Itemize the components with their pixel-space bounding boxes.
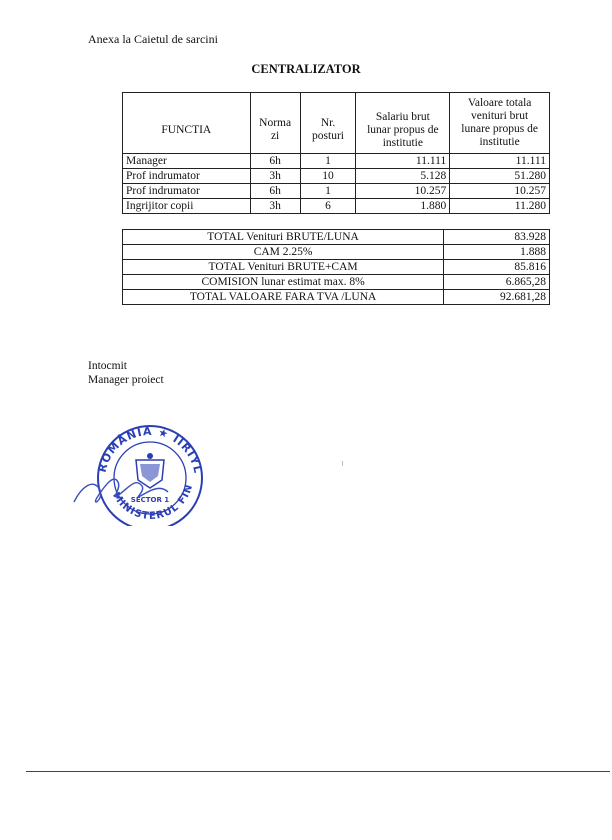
cell-salariu: 5.128 — [356, 169, 450, 184]
stamp-center-text: SECTOR 1 — [130, 496, 170, 504]
header-salariu-line2: lunar propus de — [367, 123, 439, 136]
totals-row — [123, 230, 550, 245]
table-row — [123, 184, 550, 199]
manager-role-label: Manager proiect — [88, 374, 164, 386]
header-norma-line2: zi — [270, 130, 280, 142]
header-norma-line1: Norma — [259, 117, 292, 129]
cell-salariu: 1.880 — [356, 199, 450, 214]
annex-label: Anexa la Caietul de sarcini — [88, 32, 218, 46]
totals-value: 1.888 — [444, 245, 550, 260]
cell-norma: 6h — [250, 184, 300, 199]
totals-table — [122, 229, 550, 305]
prepared-by-label: Intocmit — [88, 360, 127, 372]
header-posturi — [300, 93, 356, 154]
cell-posturi: 1 — [300, 154, 356, 169]
header-posturi-line1: Nr. — [320, 117, 336, 129]
cell-functia: Manager — [123, 154, 251, 169]
header-salariu — [356, 93, 450, 154]
totals-label: TOTAL VALOARE FARA TVA /LUNA — [123, 290, 444, 305]
cell-norma: 6h — [250, 154, 300, 169]
cell-valoare: 11.280 — [450, 199, 550, 214]
cell-norma: 3h — [250, 199, 300, 214]
totals-row — [123, 275, 550, 290]
totals-row — [123, 290, 550, 305]
cell-valoare: 10.257 — [450, 184, 550, 199]
cell-valoare: 51.280 — [450, 169, 550, 184]
totals-value: 92.681,28 — [444, 290, 550, 305]
header-salariu-line3: institutie — [382, 136, 423, 149]
totals-row — [123, 260, 550, 275]
totals-label: CAM 2.25% — [123, 245, 444, 260]
cell-salariu: 11.111 — [356, 154, 450, 169]
stamp-bottom-text: MINISTERUL FIN — [110, 482, 196, 523]
header-valoare-line4: institutie — [479, 136, 520, 148]
header-functia-text: FUNCTIA — [161, 123, 212, 136]
totals-value: 83.928 — [444, 230, 550, 245]
table-row — [123, 199, 550, 214]
cell-valoare: 11.111 — [450, 154, 550, 169]
totals-label: COMISION lunar estimat max. 8% — [123, 275, 444, 290]
positions-table — [122, 92, 550, 214]
cell-functia: Prof indrumator — [123, 169, 251, 184]
totals-label: TOTAL Venituri BRUTE/LUNA — [123, 230, 444, 245]
cell-functia: Ingrijitor copii — [123, 199, 251, 214]
header-functia — [123, 93, 251, 154]
header-valoare-line1: Valoare totala — [467, 97, 532, 109]
cell-norma: 3h — [250, 169, 300, 184]
header-posturi-line2: posturi — [312, 130, 344, 142]
totals-value: 6.865,28 — [444, 275, 550, 290]
cell-salariu: 10.257 — [356, 184, 450, 199]
totals-label: TOTAL Venituri BRUTE+CAM — [123, 260, 444, 275]
header-valoare — [450, 93, 550, 154]
header-norma — [250, 93, 300, 154]
coat-of-arms-icon — [136, 453, 164, 488]
header-valoare-line3: lunare propus de — [461, 123, 538, 135]
document-title: CENTRALIZATOR — [251, 62, 361, 76]
table-header-row — [123, 93, 550, 154]
totals-value: 85.816 — [444, 260, 550, 275]
cell-posturi: 6 — [300, 199, 356, 214]
footer-divider — [26, 771, 610, 772]
cell-functia: Prof indrumator — [123, 184, 251, 199]
stamp-top-text: ROMÂNIA ★ IIRIYL — [95, 424, 205, 476]
totals-row — [123, 245, 550, 260]
official-stamp — [70, 416, 220, 526]
table-row — [123, 169, 550, 184]
header-salariu-line1: Salariu brut — [375, 110, 430, 123]
cell-posturi: 10 — [300, 169, 356, 184]
header-valoare-line2: venituri brut — [471, 110, 529, 122]
table-row — [123, 154, 550, 169]
signature-block — [88, 359, 164, 387]
cell-posturi: 1 — [300, 184, 356, 199]
scan-mark — [342, 461, 343, 466]
